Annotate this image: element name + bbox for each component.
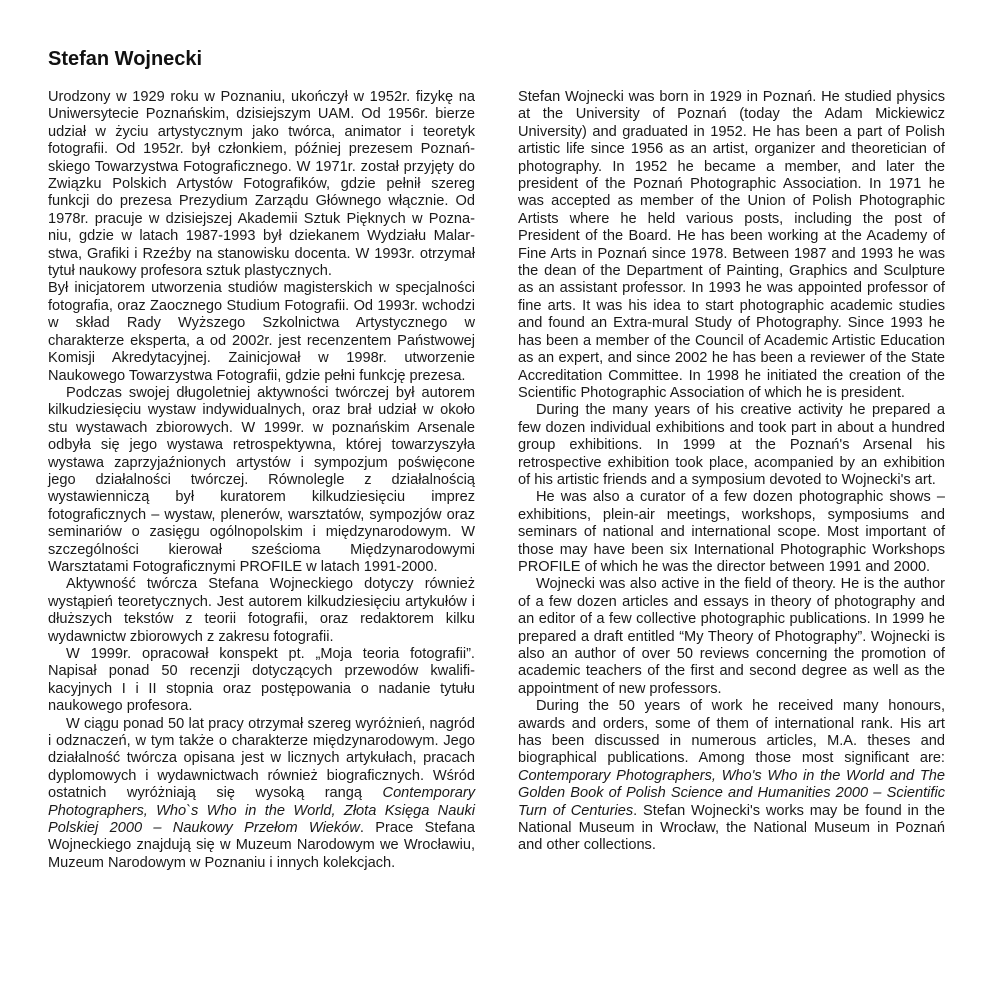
page-title: Stefan Wojnecki	[48, 48, 203, 70]
polish-paragraph	[48, 280, 475, 384]
english-column	[518, 89, 945, 855]
polish-paragraph	[48, 646, 475, 716]
polish-text: . Prace Stefana Wojneckiego znajdują się w Muzeum Narodowym we Wrocławiu, Muzeum Narodowym w Poznaniu i innych kolekcjach.	[48, 820, 475, 871]
polish-text: W ciągu ponad 50 lat pracy otrzymał szereg wyróżnień, nagród i odznaczeń, w tym także o charakterze międzynarodowym. Jego działalność twórcza opisana jest w licznych artykułach, pracach dyplomowych i wydawnictwach również biograficznych. Wśród ostatnich wyróżniają się wysoką rangą	[48, 715, 475, 802]
english-text: During the many years of his creative activity he prepared a few dozen individual exhibitions and took part in about a hundred group exhibitions. In 1999 at the Poznań's Arsenal his retrospective exhibition took place, acompanied by an exhibition of his artistic friends and a symposium devoted to Wojnecki's art.	[518, 402, 945, 488]
polish-text: Aktywność twórcza Stefana Wojneckiego dotyczy również wystąpień teoretycznych. Jest autorem kilkudziesięciu artykułów i dłuższych tekstów z teorii fotografii, oraz redaktorem kilku wydawnictw zbiorowych z zakresu fotografii.	[48, 576, 475, 645]
english-text: Wojnecki was also active in the field of theory. He is the author of a few dozen articles and essays in theory of photography and an editor of a few collective photographic publications. In 1999 he prepared a draft entitled “My Theory of Photography”. Wojnecki is also an author of over 50 reviews concerning the promotion of academic teachers of the first and second degree as well as the appointment of new professors.	[518, 576, 945, 697]
english-italic-text: Contemporary Photographers, Who's Who in the World and The Golden Book of Polish Science and Humanities 2000 – Scientific Turn of Centuries	[518, 767, 945, 819]
english-paragraph	[518, 402, 945, 489]
polish-paragraph	[48, 576, 475, 646]
english-paragraph	[518, 576, 945, 698]
english-text: . Stefan Wojnecki's works may be found in the National Museum in Wrocław, the National Museum in Poznań and other collections.	[518, 802, 945, 854]
english-paragraph	[518, 89, 945, 402]
polish-paragraph	[48, 716, 475, 873]
polish-column	[48, 89, 475, 872]
polish-italic-text: Contemporary Photographers, Who`s Who in the World, Złota Księga Nauki Polskiej 2000 – Naukowy Przełom Wieków	[48, 785, 475, 837]
polish-paragraph	[48, 89, 475, 280]
english-text: He was also a curator of a few dozen photographic shows – exhibitions, plein-air meetings, workshops, symposiums and seminars of national and international scope. Most important of those may have been six International Photographic Workshops PROFILE of which he was the director between 1991 and 2000.	[518, 489, 945, 575]
polish-text: Był inicjatorem utworzenia studiów magisterskich w specjalności fotografia, oraz Zaocznego Studium Fotografii. Od 1993r. wchodzi w skład Rady Wyższego Szkolnictwa Artystycznego w charakterze eksperta, a od 2002r. jest recenzentem Państwowej Komisji Akredytacyjnej. Zainicjował w 1998r. utworzenie Naukowego Towarzystwa Fotografii, gdzie pełni funkcję prezesa.	[48, 280, 475, 384]
polish-text: W 1999r. opracował konspekt pt. „Moja teoria fotografii”. Napisał ponad 50 recenzji dotyczących przewodów kwalifikacyjnych I i II stopnia oraz postępowania o nadanie tytułu naukowego profesora.	[48, 646, 475, 715]
polish-text: Podczas swojej długoletniej aktywności twórczej był autorem kilkudziesięciu wystaw indywidualnych, oraz brał udział w około stu wystawach zbiorowych. W 1999r. w poznańskim Arsenale odbyła się jego wystawa retrospektywna, której towarzyszyła wystawa zaprzyjaźnionych artystów i sympozjum poświęcone jego działalności twórczej. Równolegle z działalnością wystawienniczą był kuratorem kilkudziesięciu imprez fotograficznych – wystaw, plenerów, warsztatów, sympozjów oraz seminariów o zasięgu ogólnopolskim i międzynarodowym. W szczególności kierował sześcioma Międzynarodowymi Warsztatami Fotograficznymi PROFILE w latach 1991-2000.	[48, 384, 475, 575]
polish-text: Urodzony w 1929 roku w Poznaniu, ukończył w 1952r. fizykę na Uniwersytecie Poznańskim, dzisiejszym UAM. Od 1956r. bierze udział w życiu artystycznym jako twórca, animator i teoretyk fotografii. Od 1952r. był członkiem, później prezesem Poznańskiego Towarzystwa Fotograficznego. W 1971r. został przyjęty do Związku Polskich Artystów Fotografików, gdzie pełnił szereg funkcji do prezesa Prezydium Zarządu Głównego włącznie. Od 1978r. pracuje w dzisiejszej Akademii Sztuk Pięknych w Poznaniu, gdzie w latach 1987-1993 był dziekanem Wydziału Malarstwa, Grafiki i Rzeźby na stanowisku docenta. W 1993r. otrzymał tytuł naukowy profesora sztuk plastycznych.	[48, 89, 475, 280]
english-paragraph	[518, 698, 945, 855]
english-paragraph	[518, 489, 945, 576]
polish-paragraph	[48, 385, 475, 576]
english-text: During the 50 years of work he received many honours, awards and orders, some of them of international rank. His art has been discussed in numerous articles, M.A. theses and biographical publications. Among those most significant are:	[518, 698, 945, 767]
english-text: Stefan Wojnecki was born in 1929 in Poznań. He studied physics at the University of Poznań (today the Adam Mickiewicz University) and graduated in 1952. He has been a part of Polish artistic life since 1956 as an artist, organizer and theoretician of photography. In 1952 he became a member, and later the president of the Poznań Photographic Association. In 1971 he was accepted as member of the Union of Polish Photographic Artists where he held various posts, including the post of President of the Board. He has been working at the Academy of Fine Arts in Poznań since 1978. Between 1987 and 1993 he was the dean of the Department of Painting, Graphics and Sculpture as an assistant professor. In 1993 he was appointed professor of fine arts. It was his idea to start photographic academic studies and found an Extra-mural Study of Photography. Since 1993 he has been a member of the Council of Academic Artistic Education as an expert, and since 2002 he has been a reviewer of the State Accreditation Committee. In 1998 he initiated the creation of the Scientific Photographic Association of which he is president.	[518, 89, 945, 401]
